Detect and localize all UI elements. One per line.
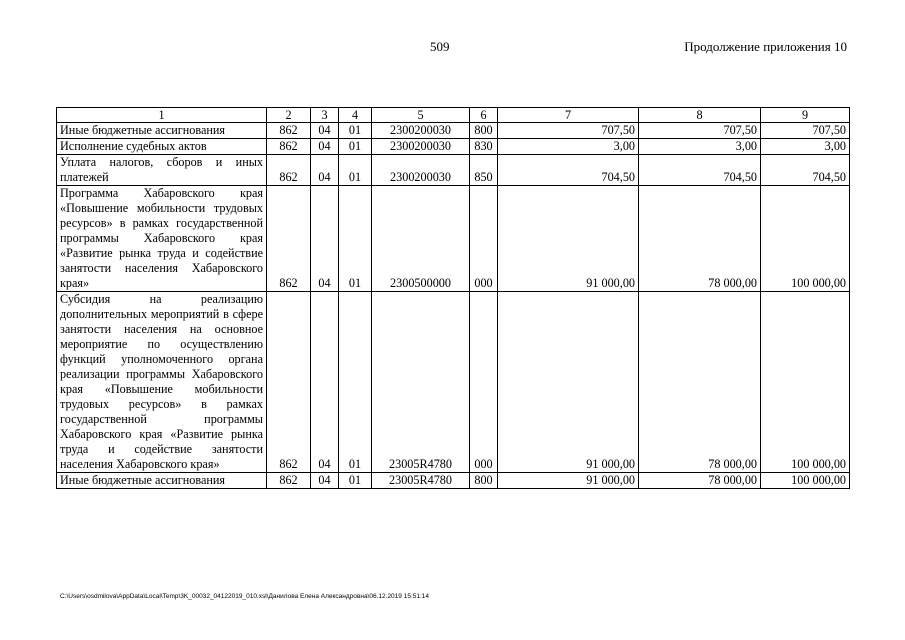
header-col-9: 9 — [761, 108, 850, 123]
row-ministry: 862 — [267, 186, 311, 292]
row-ministry: 862 — [267, 123, 311, 139]
table-row — [57, 155, 850, 186]
row-ministry: 862 — [267, 473, 311, 489]
row-section: 04 — [311, 292, 339, 473]
row-sum-7: 91 000,00 — [498, 292, 639, 473]
row-sum-8: 3,00 — [639, 139, 761, 155]
row-sum-9: 100 000,00 — [761, 292, 850, 473]
header-col-7: 7 — [498, 108, 639, 123]
row-ministry: 862 — [267, 139, 311, 155]
row-subsection: 01 — [339, 139, 372, 155]
row-expense-type: 000 — [470, 186, 498, 292]
row-section: 04 — [311, 473, 339, 489]
row-expense-type: 800 — [470, 473, 498, 489]
row-section: 04 — [311, 139, 339, 155]
row-subsection: 01 — [339, 473, 372, 489]
row-section: 04 — [311, 155, 339, 186]
header-col-4: 4 — [339, 108, 372, 123]
header-col-8: 8 — [639, 108, 761, 123]
row-expense-type: 000 — [470, 292, 498, 473]
header-col-1: 1 — [57, 108, 267, 123]
row-sum-7: 91 000,00 — [498, 473, 639, 489]
row-target: 2300200030 — [372, 155, 470, 186]
table-row — [57, 186, 850, 292]
row-name: Программа Хабаровского края «Повышение мобильности трудовых ресурсов» в рамках государственной программы Хабаровского края «Развитие рынка труда и содействие занятости населения Хабаровского края» — [57, 186, 267, 292]
row-sum-9: 100 000,00 — [761, 473, 850, 489]
row-sum-9: 3,00 — [761, 139, 850, 155]
row-sum-7: 91 000,00 — [498, 186, 639, 292]
header-col-2: 2 — [267, 108, 311, 123]
row-name: Исполнение судебных актов — [57, 139, 267, 155]
row-sum-9: 707,50 — [761, 123, 850, 139]
header-col-5: 5 — [372, 108, 470, 123]
row-target: 2300500000 — [372, 186, 470, 292]
row-name: Иные бюджетные ассигнования — [57, 473, 267, 489]
row-sum-8: 78 000,00 — [639, 186, 761, 292]
header-col-6: 6 — [470, 108, 498, 123]
row-sum-7: 707,50 — [498, 123, 639, 139]
row-sum-9: 100 000,00 — [761, 186, 850, 292]
continuation-caption: Продолжение приложения 10 — [684, 39, 847, 54]
row-sum-9: 704,50 — [761, 155, 850, 186]
row-sum-7: 3,00 — [498, 139, 639, 155]
row-expense-type: 800 — [470, 123, 498, 139]
row-sum-8: 704,50 — [639, 155, 761, 186]
table-row — [57, 123, 850, 139]
row-sum-8: 78 000,00 — [639, 473, 761, 489]
row-section: 04 — [311, 186, 339, 292]
table-header-row — [57, 108, 850, 123]
row-target: 2300200030 — [372, 139, 470, 155]
row-subsection: 01 — [339, 123, 372, 139]
table-row — [57, 292, 850, 473]
page-number: 509 — [430, 39, 450, 54]
row-target: 2300200030 — [372, 123, 470, 139]
header-col-3: 3 — [311, 108, 339, 123]
row-subsection: 01 — [339, 292, 372, 473]
table-row — [57, 139, 850, 155]
row-name: Субсидия на реализацию дополнительных мероприятий в сфере занятости населения на основное мероприятие по осуществлению функций уполномоченного органа реализации программы Хабаровского края «Повышение мобильности трудовых ресурсов» в рамках государственной программы Хабаровского края «Развитие рынка труда и содействие занятости населения Хабаровского края» — [57, 292, 267, 473]
row-target: 23005R4780 — [372, 292, 470, 473]
table-row — [57, 473, 850, 489]
budget-table — [56, 107, 850, 489]
row-expense-type: 830 — [470, 139, 498, 155]
row-target: 23005R4780 — [372, 473, 470, 489]
row-sum-8: 78 000,00 — [639, 292, 761, 473]
row-expense-type: 850 — [470, 155, 498, 186]
row-subsection: 01 — [339, 155, 372, 186]
row-sum-8: 707,50 — [639, 123, 761, 139]
row-name: Уплата налогов, сборов и иных платежей — [57, 155, 267, 186]
row-sum-7: 704,50 — [498, 155, 639, 186]
row-subsection: 01 — [339, 186, 372, 292]
footer-file-path: C:\Users\osdmilova\AppData\Local\Temp\3K_00032_04122019_010.xsl\Данилова Елена Александровна\06.12.2019 15:51:14 — [60, 593, 430, 600]
row-ministry: 862 — [267, 155, 311, 186]
row-name: Иные бюджетные ассигнования — [57, 123, 267, 139]
row-section: 04 — [311, 123, 339, 139]
row-ministry: 862 — [267, 292, 311, 473]
